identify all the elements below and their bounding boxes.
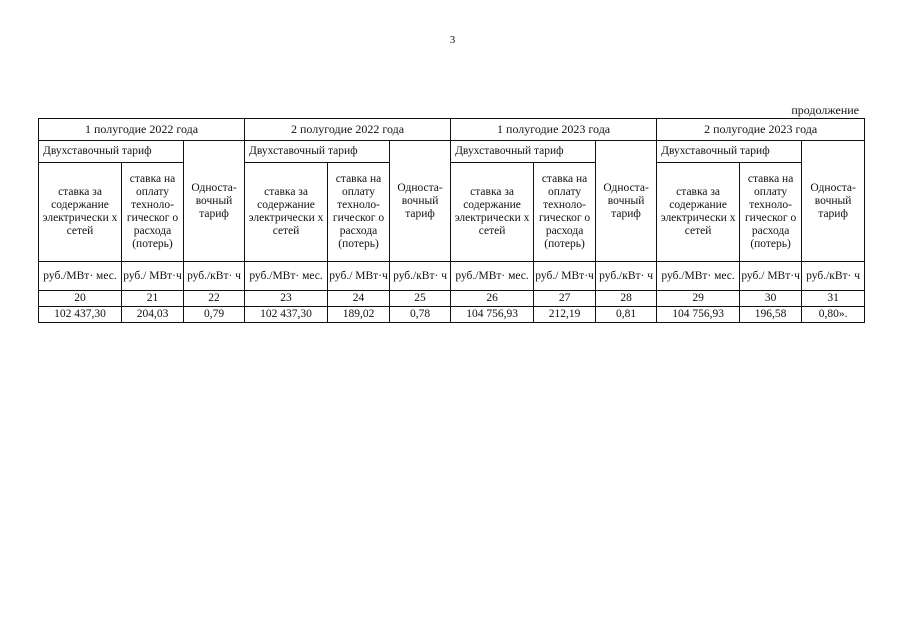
unit-cell: руб./МВт· мес. <box>657 262 740 291</box>
value-cell: 0,80». <box>802 307 865 323</box>
losses-rate-header: ставка на оплату техноло- гическог о расхода (потерь) <box>122 163 184 262</box>
value-cell: 0,81 <box>596 307 657 323</box>
unit-cell: руб./МВт· мес. <box>39 262 122 291</box>
two-part-tariff-header: Двухставочный тариф <box>657 141 802 163</box>
period-header: 1 полугодие 2023 года <box>451 119 657 141</box>
single-rate-header: Односта- вочный тариф <box>390 141 451 262</box>
tariff-table <box>38 118 865 323</box>
unit-cell: руб./ МВт·ч <box>740 262 802 291</box>
value-cell: 0,78 <box>390 307 451 323</box>
value-cell: 196,58 <box>740 307 802 323</box>
value-cell: 189,02 <box>328 307 390 323</box>
column-number: 20 <box>39 291 122 307</box>
column-number: 26 <box>451 291 534 307</box>
period-header: 2 полугодие 2022 года <box>245 119 451 141</box>
column-number: 28 <box>596 291 657 307</box>
losses-rate-header: ставка на оплату техноло- гическог о расхода (потерь) <box>328 163 390 262</box>
column-number-row <box>39 291 865 307</box>
period-header: 1 полугодие 2022 года <box>39 119 245 141</box>
losses-rate-header: ставка на оплату техноло- гическог о расхода (потерь) <box>740 163 802 262</box>
value-cell: 102 437,30 <box>245 307 328 323</box>
unit-cell: руб./кВт· ч <box>596 262 657 291</box>
single-rate-header: Односта- вочный тариф <box>184 141 245 262</box>
column-number: 27 <box>534 291 596 307</box>
value-cell: 104 756,93 <box>451 307 534 323</box>
period-header-row <box>39 119 865 141</box>
unit-cell: руб./кВт· ч <box>184 262 245 291</box>
column-number: 29 <box>657 291 740 307</box>
unit-cell: руб./МВт· мес. <box>245 262 328 291</box>
column-header-row <box>39 163 865 262</box>
column-number: 30 <box>740 291 802 307</box>
unit-cell: руб./МВт· мес. <box>451 262 534 291</box>
losses-rate-header: ставка на оплату техноло- гическог о расхода (потерь) <box>534 163 596 262</box>
units-row <box>39 262 865 291</box>
column-number: 25 <box>390 291 451 307</box>
unit-cell: руб./ МВт·ч <box>122 262 184 291</box>
value-cell: 204,03 <box>122 307 184 323</box>
two-part-tariff-header: Двухставочный тариф <box>245 141 390 163</box>
value-cell: 104 756,93 <box>657 307 740 323</box>
value-cell: 102 437,30 <box>39 307 122 323</box>
column-number: 21 <box>122 291 184 307</box>
unit-cell: руб./ МВт·ч <box>328 262 390 291</box>
maintenance-rate-header: ставка за содержание электрически х сетей <box>245 163 328 262</box>
two-part-tariff-header: Двухставочный тариф <box>39 141 184 163</box>
value-cell: 0,79 <box>184 307 245 323</box>
column-number: 22 <box>184 291 245 307</box>
maintenance-rate-header: ставка за содержание электрически х сетей <box>657 163 740 262</box>
page-number: 3 <box>449 34 456 46</box>
maintenance-rate-header: ставка за содержание электрически х сетей <box>451 163 534 262</box>
unit-cell: руб./кВт· ч <box>802 262 865 291</box>
tariff-type-row <box>39 141 865 163</box>
value-row <box>39 307 865 323</box>
two-part-tariff-header: Двухставочный тариф <box>451 141 596 163</box>
continuation-label: продолжение <box>791 103 859 117</box>
period-header: 2 полугодие 2023 года <box>657 119 865 141</box>
column-number: 31 <box>802 291 865 307</box>
maintenance-rate-header: ставка за содержание электрически х сетей <box>39 163 122 262</box>
unit-cell: руб./ МВт·ч <box>534 262 596 291</box>
column-number: 24 <box>328 291 390 307</box>
value-cell: 212,19 <box>534 307 596 323</box>
single-rate-header: Односта- вочный тариф <box>802 141 865 262</box>
unit-cell: руб./кВт· ч <box>390 262 451 291</box>
single-rate-header: Односта- вочный тариф <box>596 141 657 262</box>
column-number: 23 <box>245 291 328 307</box>
